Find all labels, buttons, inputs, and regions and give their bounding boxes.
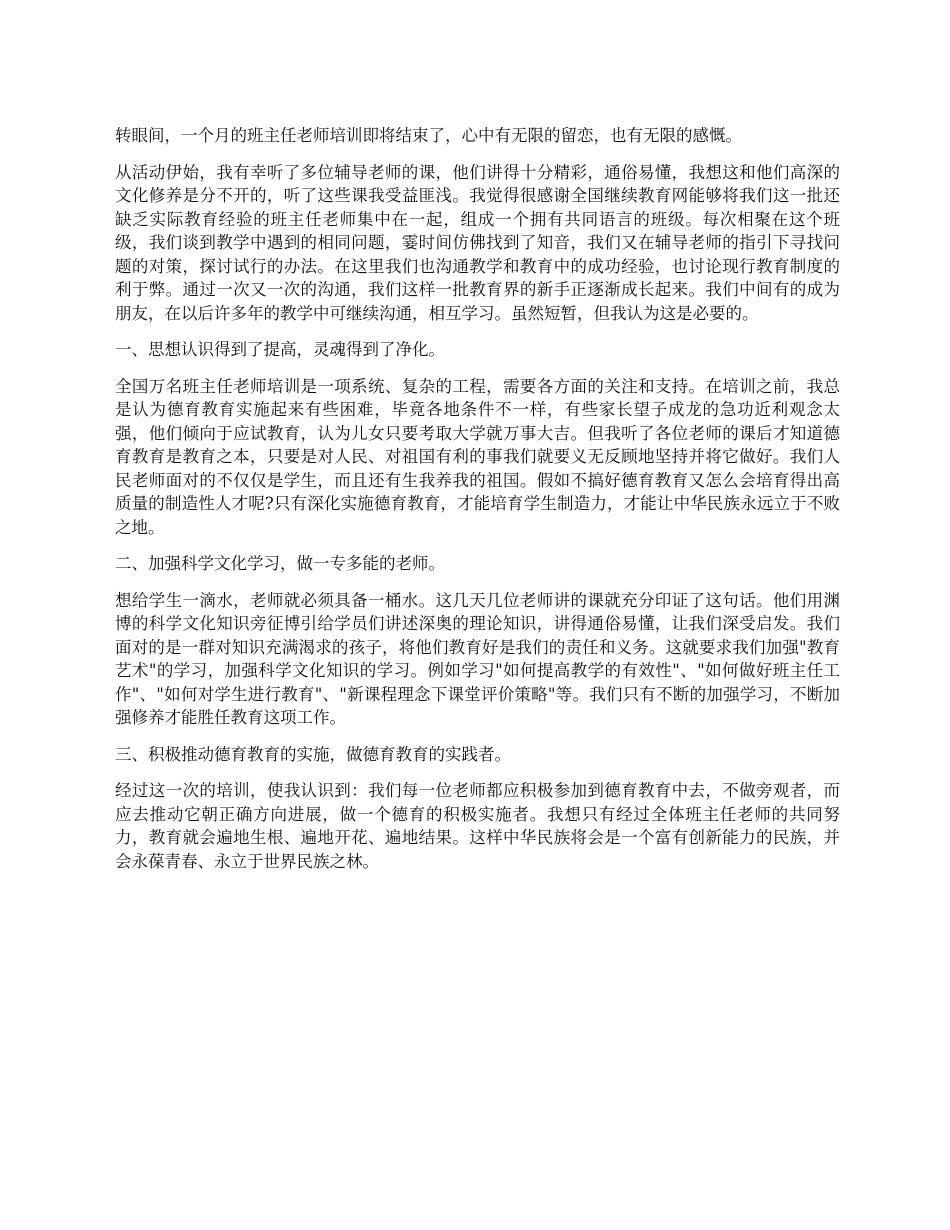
section-heading-3: 三、积极推动德育教育的实施，做德育教育的实践者。	[115, 744, 511, 764]
body-paragraph: 从活动伊始，我有幸听了多位辅导老师的课，他们讲得十分精彩，通俗易懂，我想这和他们高深的文化修养是分不开的，听了这些课我受益匪浅。我觉得很感谢全国继续教育网能够将我们这一批还缺乏实际教育经验的班主任老师集中在一起，组成一个拥有共同语言的班级。每次相聚在这个班级，我们谈到教学中遇到的相同问题，霎时间仿佛找到了知音，我们又在辅导老师的指引下寻找问题的对策，探讨试行的办法。在这里我们也沟通教学和教育中的成功经验，也讨论现行教育制度的利于弊。通过一次又一次的沟通，我们这样一批教育界的新手正逐渐成长起来。我们中间有的成为朋友，在以后许多年的教学中可继续沟通，相互学习。虽然短暂，但我认为这是必要的。	[115, 162, 840, 323]
intro-paragraph: 转眼间，一个月的班主任老师培训即将结束了，心中有无限的留恋，也有无限的感慨。	[115, 126, 742, 145]
section-heading-1: 一、思想认识得到了提高，灵魂得到了净化。	[115, 340, 445, 359]
body-paragraph: 经过这一次的培训，使我认识到：我们每一位老师都应积极参加到德育教育中去，不做旁观者，而应去推动它朝正确方向进展，做一个德育的积极实施者。我想只有经过全体班主任老师的共同努力，教育就会遍地生根、遍地开花、遍地结果。这样中华民族将会是一个富有创新能力的民族，并会永葆青春、永立于世界民族之林。	[115, 781, 840, 871]
body-paragraph: 想给学生一滴水，老师就必须具备一桶水。这几天几位老师讲的课就充分印证了这句话。他们用渊博的科学文化知识旁征博引给学员们讲述深奥的理论知识，讲得通俗易懂，让我们深受启发。我们面对的是一群对知识充满渴求的孩子，将他们教育好是我们的责任和义务。这就要求我们加强"教育艺术"的学习，加强科学文化知识的学习。例如学习"如何提高教学的有效性"、"如何做好班主任工作"、"如何对学生进行教育"、"新课程理念下课堂评价策略"等。我们只有不断的加强学习，不断加强修养才能胜任教育这项工作。	[115, 590, 840, 727]
body-paragraph: 全国万名班主任老师培训是一项系统、复杂的工程，需要各方面的关注和支持。在培训之前，我总是认为德育教育实施起来有些困难，毕竟各地条件不一样，有些家长望子成龙的急功近利观念太强，他们倾向于应试教育，认为儿女只要考取大学就万事大吉。但我听了各位老师的课后才知道德育教育是教育之本，只要是对人民、对祖国有利的事我们就要义无反顾地坚持并将它做好。我们人民老师面对的不仅仅是学生，而且还有生我养我的祖国。假如不搞好德育教育又怎么会培育得出高质量的制造性人才呢?只有深化实施德育教育，才能培育学生制造力，才能让中华民族永远立于不败之地。	[115, 376, 840, 537]
section-heading-2: 二、加强科学文化学习，做一专多能的老师。	[115, 554, 445, 573]
